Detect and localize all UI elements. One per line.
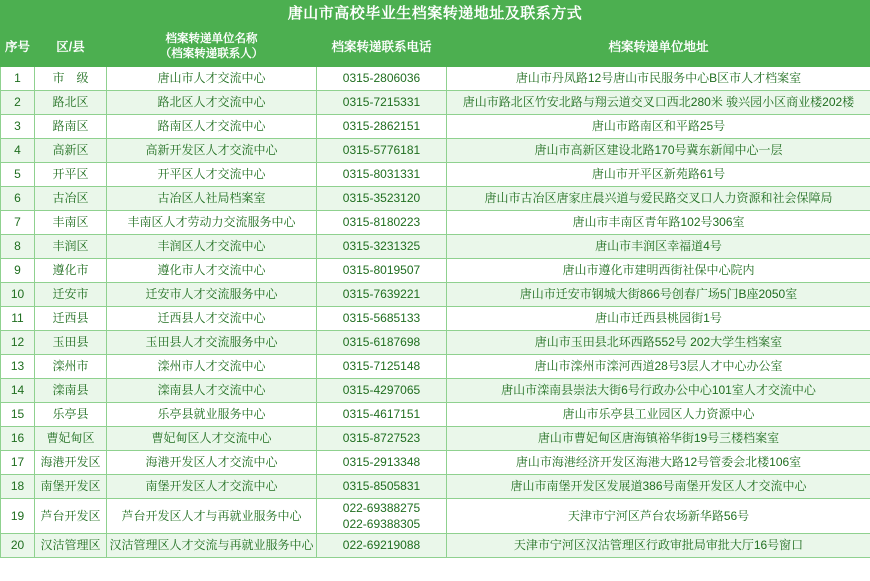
cell-phone-line: 022-69388275 [342,501,421,515]
cell-unit: 南堡开发区人才交流中心 [107,475,317,499]
cell-no: 14 [1,379,35,403]
cell-phone: 0315-8727523 [317,427,447,451]
table-row [1,115,870,139]
cell-address: 唐山市曹妃甸区唐海镇裕华街19号三楼档案室 [447,427,870,451]
cell-no: 5 [1,163,35,187]
table-row [1,475,870,499]
cell-unit: 曹妃甸区人才交流中心 [107,427,317,451]
cell-unit: 高新开发区人才交流中心 [107,139,317,163]
cell-address: 唐山市丹凤路12号唐山市民服务中心B区市人才档案室 [447,67,870,91]
table-row [1,67,870,91]
column-header-address: 档案转递单位地址 [447,28,870,67]
cell-address: 天津市宁河区汉沽管理区行政审批局审批大厅16号窗口 [447,534,870,558]
cell-no: 3 [1,115,35,139]
cell-unit: 路北区人才交流中心 [107,91,317,115]
cell-no: 19 [1,499,35,534]
cell-unit: 路南区人才交流中心 [107,115,317,139]
cell-phone: 0315-7215331 [317,91,447,115]
cell-no: 4 [1,139,35,163]
cell-phone [317,499,447,534]
cell-address: 唐山市路北区竹安北路与翔云道交叉口西北280米 骏兴园小区商业楼202楼 [447,91,870,115]
cell-address: 唐山市滦州市滦河西道28号3层人才中心办公室 [447,355,870,379]
table-row [1,259,870,283]
cell-no: 17 [1,451,35,475]
cell-phone: 0315-8180223 [317,211,447,235]
cell-unit: 遵化市人才交流中心 [107,259,317,283]
cell-address: 天津市宁河区芦台农场新华路56号 [447,499,870,534]
table-row [1,283,870,307]
cell-district: 芦台开发区 [35,499,107,534]
column-header-unit [107,28,317,67]
cell-unit: 滦州市人才交流中心 [107,355,317,379]
cell-unit: 开平区人才交流中心 [107,163,317,187]
cell-no: 20 [1,534,35,558]
cell-phone-line: 022-69388305 [342,517,421,532]
cell-no: 13 [1,355,35,379]
page-title: 唐山市高校毕业生档案转递地址及联系方式 [0,0,870,27]
cell-district: 古冶区 [35,187,107,211]
cell-phone: 0315-5685133 [317,307,447,331]
table-row [1,211,870,235]
cell-phone: 0315-3231325 [317,235,447,259]
cell-no: 7 [1,211,35,235]
cell-district: 汉沽管理区 [35,534,107,558]
cell-phone: 0315-4297065 [317,379,447,403]
cell-address: 唐山市海港经济开发区海港大路12号管委会北楼106室 [447,451,870,475]
cell-district: 玉田县 [35,331,107,355]
cell-phone: 0315-7125148 [317,355,447,379]
cell-unit: 汉沽管理区人才交流与再就业服务中心 [107,534,317,558]
column-header-unit-main: 档案转递单位名称 [165,33,258,46]
table-row [1,331,870,355]
cell-district: 滦南县 [35,379,107,403]
cell-address: 唐山市丰南区青年路102号306室 [447,211,870,235]
cell-no: 8 [1,235,35,259]
cell-phone: 0315-2862151 [317,115,447,139]
cell-district: 路南区 [35,115,107,139]
cell-phone: 0315-2913348 [317,451,447,475]
column-header-unit-sub: （档案转递联系人） [159,48,264,60]
cell-district: 丰润区 [35,235,107,259]
cell-district: 海港开发区 [35,451,107,475]
table-row [1,379,870,403]
cell-address: 唐山市高新区建设北路170号冀东新闻中心一层 [447,139,870,163]
cell-phone: 0315-6187698 [317,331,447,355]
table-row [1,187,870,211]
cell-district: 路北区 [35,91,107,115]
table-row [1,499,870,534]
cell-district: 曹妃甸区 [35,427,107,451]
cell-no: 16 [1,427,35,451]
cell-unit: 海港开发区人才交流中心 [107,451,317,475]
cell-address: 唐山市路南区和平路25号 [447,115,870,139]
cell-no: 15 [1,403,35,427]
cell-district: 丰南区 [35,211,107,235]
table-row [1,235,870,259]
cell-phone: 0315-5776181 [317,139,447,163]
cell-address: 唐山市开平区新苑路61号 [447,163,870,187]
cell-no: 10 [1,283,35,307]
table-row [1,139,870,163]
cell-unit: 唐山市人才交流中心 [107,67,317,91]
table-row [1,307,870,331]
table-row [1,427,870,451]
cell-address: 唐山市迁安市钢城大街866号创春广场5门B座2050室 [447,283,870,307]
cell-phone: 0315-8031331 [317,163,447,187]
cell-address: 唐山市丰润区幸福道4号 [447,235,870,259]
cell-phone: 0315-8019507 [317,259,447,283]
cell-address: 唐山市迁西县桃园街1号 [447,307,870,331]
table-body [1,67,870,558]
table-header [1,28,870,67]
cell-district: 开平区 [35,163,107,187]
cell-no: 2 [1,91,35,115]
cell-district: 乐亭县 [35,403,107,427]
cell-district: 迁安市 [35,283,107,307]
cell-address: 唐山市滦南县崇法大街6号行政办公中心101室人才交流中心 [447,379,870,403]
cell-district: 遵化市 [35,259,107,283]
cell-unit: 丰南区人才劳动力交流服务中心 [107,211,317,235]
column-header-no: 序号 [1,28,35,67]
table-row [1,403,870,427]
cell-unit: 滦南县人才交流中心 [107,379,317,403]
table-row [1,451,870,475]
cell-district: 迁西县 [35,307,107,331]
cell-no: 9 [1,259,35,283]
column-header-phone: 档案转递联系电话 [317,28,447,67]
cell-address: 唐山市乐亭县工业园区人力资源中心 [447,403,870,427]
cell-phone: 0315-3523120 [317,187,447,211]
cell-unit: 丰润区人才交流中心 [107,235,317,259]
cell-phone: 0315-4617151 [317,403,447,427]
cell-address: 唐山市南堡开发区发展道386号南堡开发区人才交流中心 [447,475,870,499]
cell-unit: 迁安市人才交流服务中心 [107,283,317,307]
cell-no: 1 [1,67,35,91]
cell-no: 18 [1,475,35,499]
cell-address: 唐山市遵化市建明西街社保中心院内 [447,259,870,283]
archive-transfer-table [0,27,870,558]
cell-unit: 古冶区人社局档案室 [107,187,317,211]
cell-no: 11 [1,307,35,331]
table-header-row [1,28,870,67]
cell-no: 12 [1,331,35,355]
column-header-district: 区/县 [35,28,107,67]
table-row [1,534,870,558]
cell-district: 高新区 [35,139,107,163]
cell-phone: 022-69219088 [317,534,447,558]
table-row [1,355,870,379]
cell-unit: 玉田县人才交流服务中心 [107,331,317,355]
cell-phone: 0315-7639221 [317,283,447,307]
cell-no: 6 [1,187,35,211]
cell-phone: 0315-2806036 [317,67,447,91]
cell-district: 南堡开发区 [35,475,107,499]
cell-district: 市 级 [35,67,107,91]
cell-unit: 乐亭县就业服务中心 [107,403,317,427]
table-row [1,163,870,187]
cell-phone: 0315-8505831 [317,475,447,499]
cell-unit: 芦台开发区人才与再就业服务中心 [107,499,317,534]
cell-address: 唐山市古冶区唐家庄晨兴道与爱民路交叉口人力资源和社会保障局 [447,187,870,211]
cell-district: 滦州市 [35,355,107,379]
cell-address: 唐山市玉田县北环西路552号 202大学生档案室 [447,331,870,355]
table-row [1,91,870,115]
cell-unit: 迁西县人才交流中心 [107,307,317,331]
